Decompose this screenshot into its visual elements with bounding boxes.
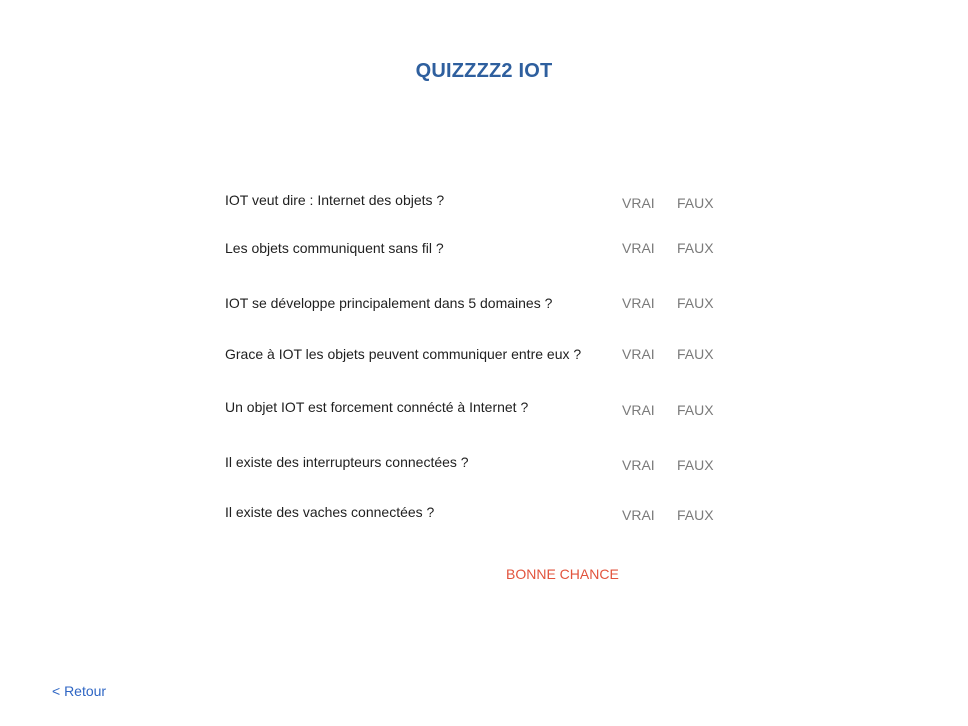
good-luck-message: BONNE CHANCE [506,566,619,582]
question-2-faux-button[interactable]: FAUX [677,240,714,256]
question-3-vrai-button[interactable]: VRAI [622,295,655,311]
question-7-vrai-button[interactable]: VRAI [622,507,655,523]
question-2-vrai-button[interactable]: VRAI [622,240,655,256]
question-7-faux-button[interactable]: FAUX [677,507,714,523]
question-4-text: Grace à IOT les objets peuvent communiquer entre eux ? [225,346,582,362]
question-6-vrai-button[interactable]: VRAI [622,457,655,473]
page-title: QUIZZZZ2 IOT [415,60,553,82]
back-link[interactable]: < Retour [52,683,107,699]
question-3-text: IOT se développe principalement dans 5 domaines ? [225,295,553,311]
question-4-vrai-button[interactable]: VRAI [622,346,655,362]
question-5-text: Un objet IOT est forcement connécté à Internet ? [225,399,529,415]
question-1-faux-button[interactable]: FAUX [677,195,714,211]
question-4-faux-button[interactable]: FAUX [677,346,714,362]
question-2-text: Les objets communiquent sans fil ? [225,240,444,256]
question-7-text: Il existe des vaches connectées ? [225,504,435,520]
question-5-vrai-button[interactable]: VRAI [622,402,655,418]
question-5-faux-button[interactable]: FAUX [677,402,714,418]
question-6-text: Il existe des interrupteurs connectées ? [225,454,469,470]
question-3-faux-button[interactable]: FAUX [677,295,714,311]
question-1-vrai-button[interactable]: VRAI [622,195,655,211]
question-6-faux-button[interactable]: FAUX [677,457,714,473]
question-1-text: IOT veut dire : Internet des objets ? [225,192,445,208]
